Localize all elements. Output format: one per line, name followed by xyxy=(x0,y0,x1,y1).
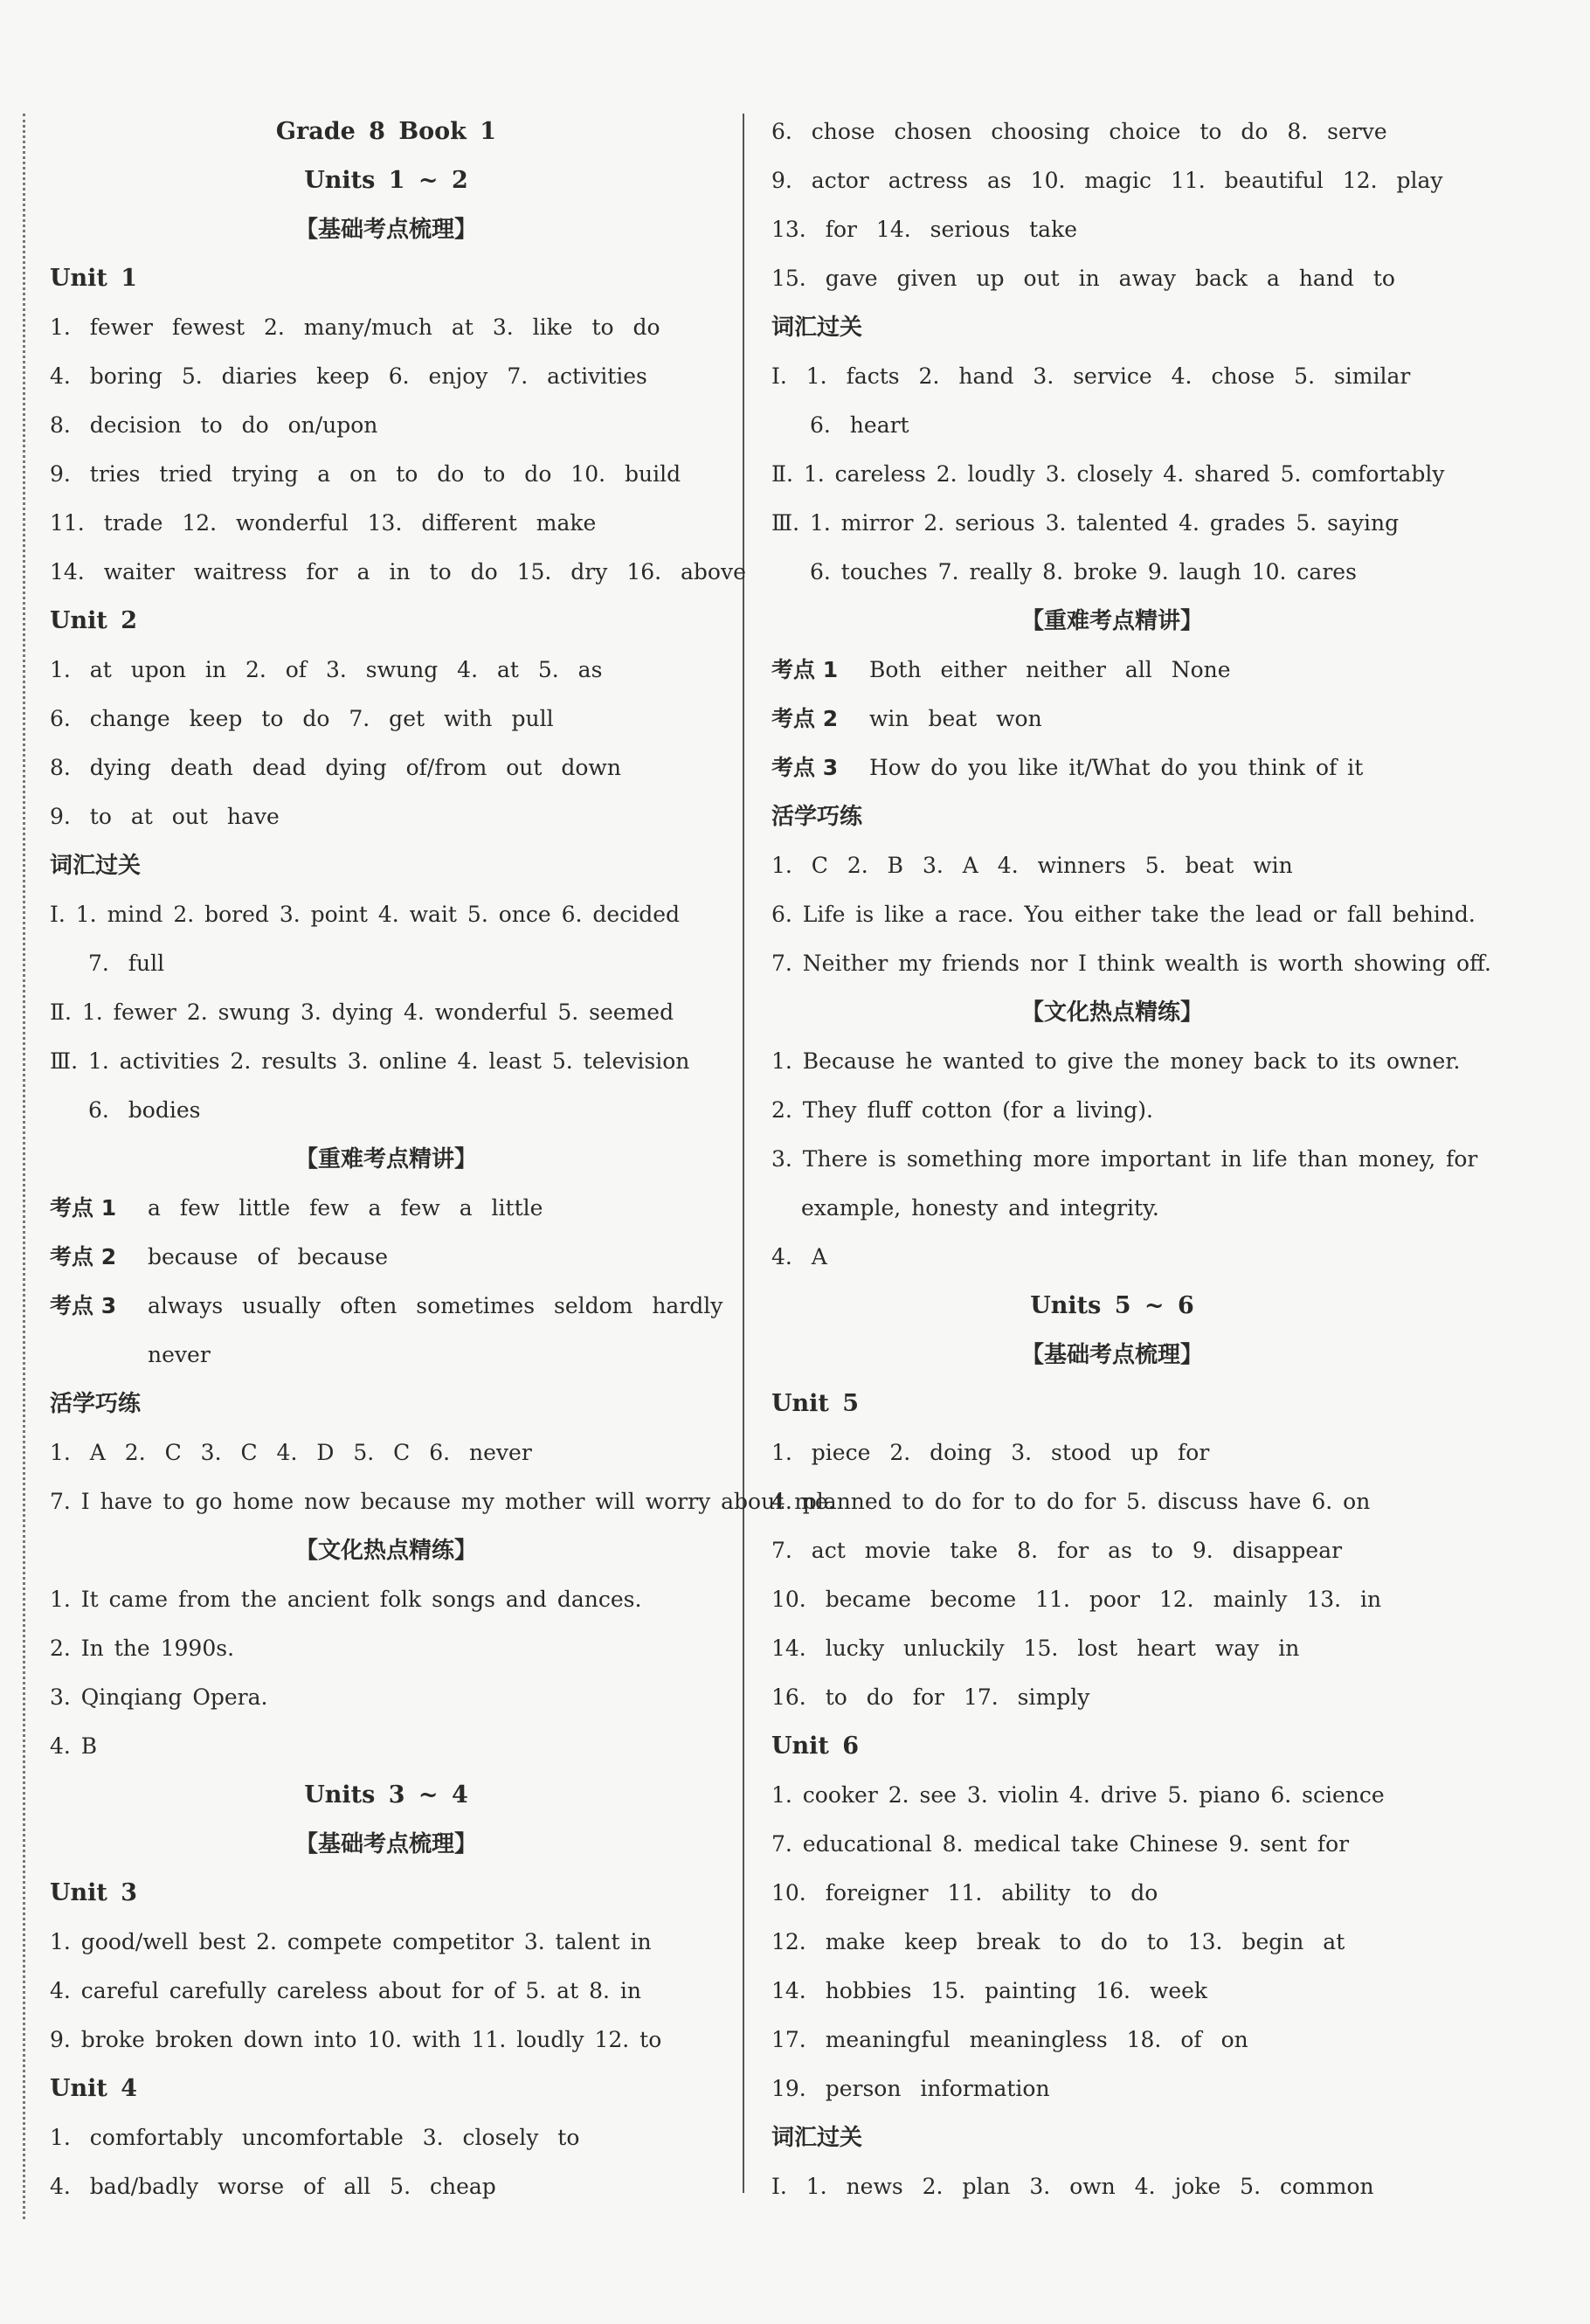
unit-2-heading: Unit 2 xyxy=(50,607,138,634)
kaodian-text: Both either neither all None xyxy=(869,657,1231,682)
kaodian-row xyxy=(50,1184,722,1233)
answer-line: example, honesty and integrity. xyxy=(801,1195,1159,1221)
answer-line: 1. C 2. B 3. A 4. winners 5. beat win xyxy=(771,853,1293,878)
page-title: Grade 8 Book 1 xyxy=(275,118,497,145)
kaodian-text: a few little few a few a little xyxy=(148,1195,543,1221)
answer-line: 6. Life is like a race. You either take the lead or fall behind. xyxy=(771,902,1476,927)
answer-line: 6. touches 7. really 8. broke 9. laugh 10. cares xyxy=(810,559,1357,584)
unit-4-heading: Unit 4 xyxy=(50,2075,138,2102)
answer-line: 1. A 2. C 3. C 4. D 5. C 6. never xyxy=(50,1440,532,1465)
kaodian-label: 考点 2 xyxy=(50,1244,117,1269)
answer-line: Ⅲ. 1. mirror 2. serious 3. talented 4. grades 5. saying xyxy=(771,510,1400,536)
vocab-heading: 词汇过关 xyxy=(771,315,863,341)
kaodian-continuation: never xyxy=(148,1342,211,1367)
section-basic-2: 【基础考点梳理】 xyxy=(294,1831,477,1857)
practice-heading: 活学巧练 xyxy=(771,804,863,830)
answer-line: 1. comfortably uncomfortable 3. closely to xyxy=(50,2125,580,2150)
units-3-4-heading: Units 3 ~ 4 xyxy=(304,1781,468,1809)
answer-line: 7. educational 8. medical take Chinese 9. sent for xyxy=(771,1831,1350,1857)
answer-line: 7. act movie take 8. for as to 9. disappear xyxy=(771,1538,1343,1563)
answer-line: Ⅲ. 1. activities 2. results 3. online 4. least 5. television xyxy=(50,1048,690,1074)
unit-1-heading: Unit 1 xyxy=(50,265,138,292)
answer-line: 4. bad/badly worse of all 5. cheap xyxy=(50,2174,496,2199)
answer-line: 4. careful carefully careless about for of 5. at 8. in xyxy=(50,1978,641,2003)
answer-line: 1. good/well best 2. compete competitor 3. talent in xyxy=(50,1929,652,1954)
answer-line: 12. make keep break to do to 13. begin at xyxy=(771,1929,1345,1954)
answer-line: 8. dying death dead dying of/from out down xyxy=(50,755,621,780)
units-5-6-heading: Units 5 ~ 6 xyxy=(1030,1292,1194,1319)
units-1-2-heading: Units 1 ~ 2 xyxy=(304,167,468,194)
vocab-heading: 词汇过关 xyxy=(50,853,142,879)
answer-line: 4. planned to do for to do for 5. discuss have 6. on xyxy=(771,1489,1371,1514)
answer-line: 9. to at out have xyxy=(50,804,280,829)
kaodian-row xyxy=(50,1233,722,1282)
answer-line: 7. I have to go home now because my mother will worry about me. xyxy=(50,1489,835,1514)
answer-line: 1. It came from the ancient folk songs and dances. xyxy=(50,1587,642,1612)
section-culture-1: 【文化热点精练】 xyxy=(294,1538,477,1564)
answer-line: 1. cooker 2. see 3. violin 4. drive 5. piano 6. science xyxy=(771,1782,1385,1808)
answer-line: 4. boring 5. diaries keep 6. enjoy 7. activities xyxy=(50,363,647,389)
kaodian-text: win beat won xyxy=(869,706,1042,731)
kaodian-text: always usually often sometimes seldom hardly xyxy=(148,1293,723,1318)
kaodian-label: 考点 2 xyxy=(771,706,839,731)
answer-line: 17. meaningful meaningless 18. of on xyxy=(771,2027,1248,2052)
answer-line: 8. decision to do on/upon xyxy=(50,412,378,438)
answer-line: 6. change keep to do 7. get with pull xyxy=(50,706,554,731)
answer-line: 4. B xyxy=(50,1733,98,1759)
section-culture-2: 【文化热点精练】 xyxy=(1020,999,1203,1026)
answer-line: 9. actor actress as 10. magic 11. beautiful 12. play xyxy=(771,168,1443,193)
answer-line: 14. waiter waitress for a in to do 15. dry 16. above xyxy=(50,559,746,584)
vocab-heading: 词汇过关 xyxy=(771,2125,863,2151)
answer-line: 13. for 14. serious take xyxy=(771,217,1078,242)
answer-line: Ⅰ. 1. mind 2. bored 3. point 4. wait 5. once 6. decided xyxy=(50,902,680,927)
section-basic-3: 【基础考点梳理】 xyxy=(1020,1342,1203,1368)
answer-line: Ⅰ. 1. facts 2. hand 3. service 4. chose 5. similar xyxy=(771,363,1411,389)
unit-3-heading: Unit 3 xyxy=(50,1879,138,1906)
binding-margin-line xyxy=(23,114,25,2219)
answer-line: 9. tries tried trying a on to do to do 10. build xyxy=(50,461,681,487)
answer-line: 14. hobbies 15. painting 16. week xyxy=(771,1978,1208,2003)
section-key-2: 【重难考点精讲】 xyxy=(1020,608,1203,634)
answer-line: Ⅱ. 1. fewer 2. swung 3. dying 4. wonderful 5. seemed xyxy=(50,999,674,1025)
answer-line: 7. full xyxy=(88,951,165,976)
kaodian-text: How do you like it/What do you think of it xyxy=(869,755,1364,780)
section-key-1: 【重难考点精讲】 xyxy=(294,1146,477,1172)
right-column xyxy=(771,107,1491,2211)
answer-line: 10. foreigner 11. ability to do xyxy=(771,1880,1158,1906)
answer-line: 10. became become 11. poor 12. mainly 13. in xyxy=(771,1587,1382,1612)
kaodian-text: because of because xyxy=(148,1244,389,1269)
answer-line: 3. Qinqiang Opera. xyxy=(50,1684,268,1710)
answer-line: 9. broke broken down into 10. with 11. loudly 12. to xyxy=(50,2027,662,2052)
answer-line: 1. at upon in 2. of 3. swung 4. at 5. as xyxy=(50,657,603,682)
kaodian-row xyxy=(771,695,1453,744)
kaodian-row xyxy=(50,1282,722,1331)
kaodian-label: 考点 1 xyxy=(771,657,839,682)
answer-line: Ⅱ. 1. careless 2. loudly 3. closely 4. shared 5. comfortably xyxy=(771,461,1445,487)
answer-line: 6. chose chosen choosing choice to do 8. serve xyxy=(771,119,1387,144)
answer-line: 1. piece 2. doing 3. stood up for xyxy=(771,1440,1210,1465)
kaodian-row xyxy=(771,744,1453,792)
kaodian-label: 考点 3 xyxy=(771,755,839,780)
answer-line: 1. fewer fewest 2. many/much at 3. like to do xyxy=(50,315,660,340)
unit-5-heading: Unit 5 xyxy=(771,1390,860,1417)
answer-line: 3. There is something more important in life than money, for xyxy=(771,1146,1478,1172)
answer-line: 1. Because he wanted to give the money back to its owner. xyxy=(771,1048,1461,1074)
unit-6-heading: Unit 6 xyxy=(771,1733,860,1760)
kaodian-label: 考点 3 xyxy=(50,1293,117,1318)
answer-line: 2. In the 1990s. xyxy=(50,1636,235,1661)
answer-line: 2. They fluff cotton (for a living). xyxy=(771,1097,1153,1123)
answer-line: 4. A xyxy=(771,1244,827,1269)
answer-line: 6. bodies xyxy=(88,1097,201,1123)
practice-heading: 活学巧练 xyxy=(50,1391,142,1417)
answer-line: 14. lucky unluckily 15. lost heart way in xyxy=(771,1636,1300,1661)
answer-line: 6. heart xyxy=(810,412,909,438)
answer-line: 15. gave given up out in away back a hand to xyxy=(771,266,1395,291)
kaodian-row xyxy=(771,646,1453,695)
column-divider xyxy=(743,114,744,2193)
answer-line: Ⅰ. 1. news 2. plan 3. own 4. joke 5. common xyxy=(771,2174,1374,2199)
answer-line: 7. Neither my friends nor I think wealth is worth showing off. xyxy=(771,951,1491,976)
kaodian-label: 考点 1 xyxy=(50,1195,117,1221)
answer-line: 19. person information xyxy=(771,2076,1050,2101)
answer-line: 16. to do for 17. simply xyxy=(771,1684,1090,1710)
section-basic-1: 【基础考点梳理】 xyxy=(294,217,477,243)
answer-line: 11. trade 12. wonderful 13. different make xyxy=(50,510,597,536)
